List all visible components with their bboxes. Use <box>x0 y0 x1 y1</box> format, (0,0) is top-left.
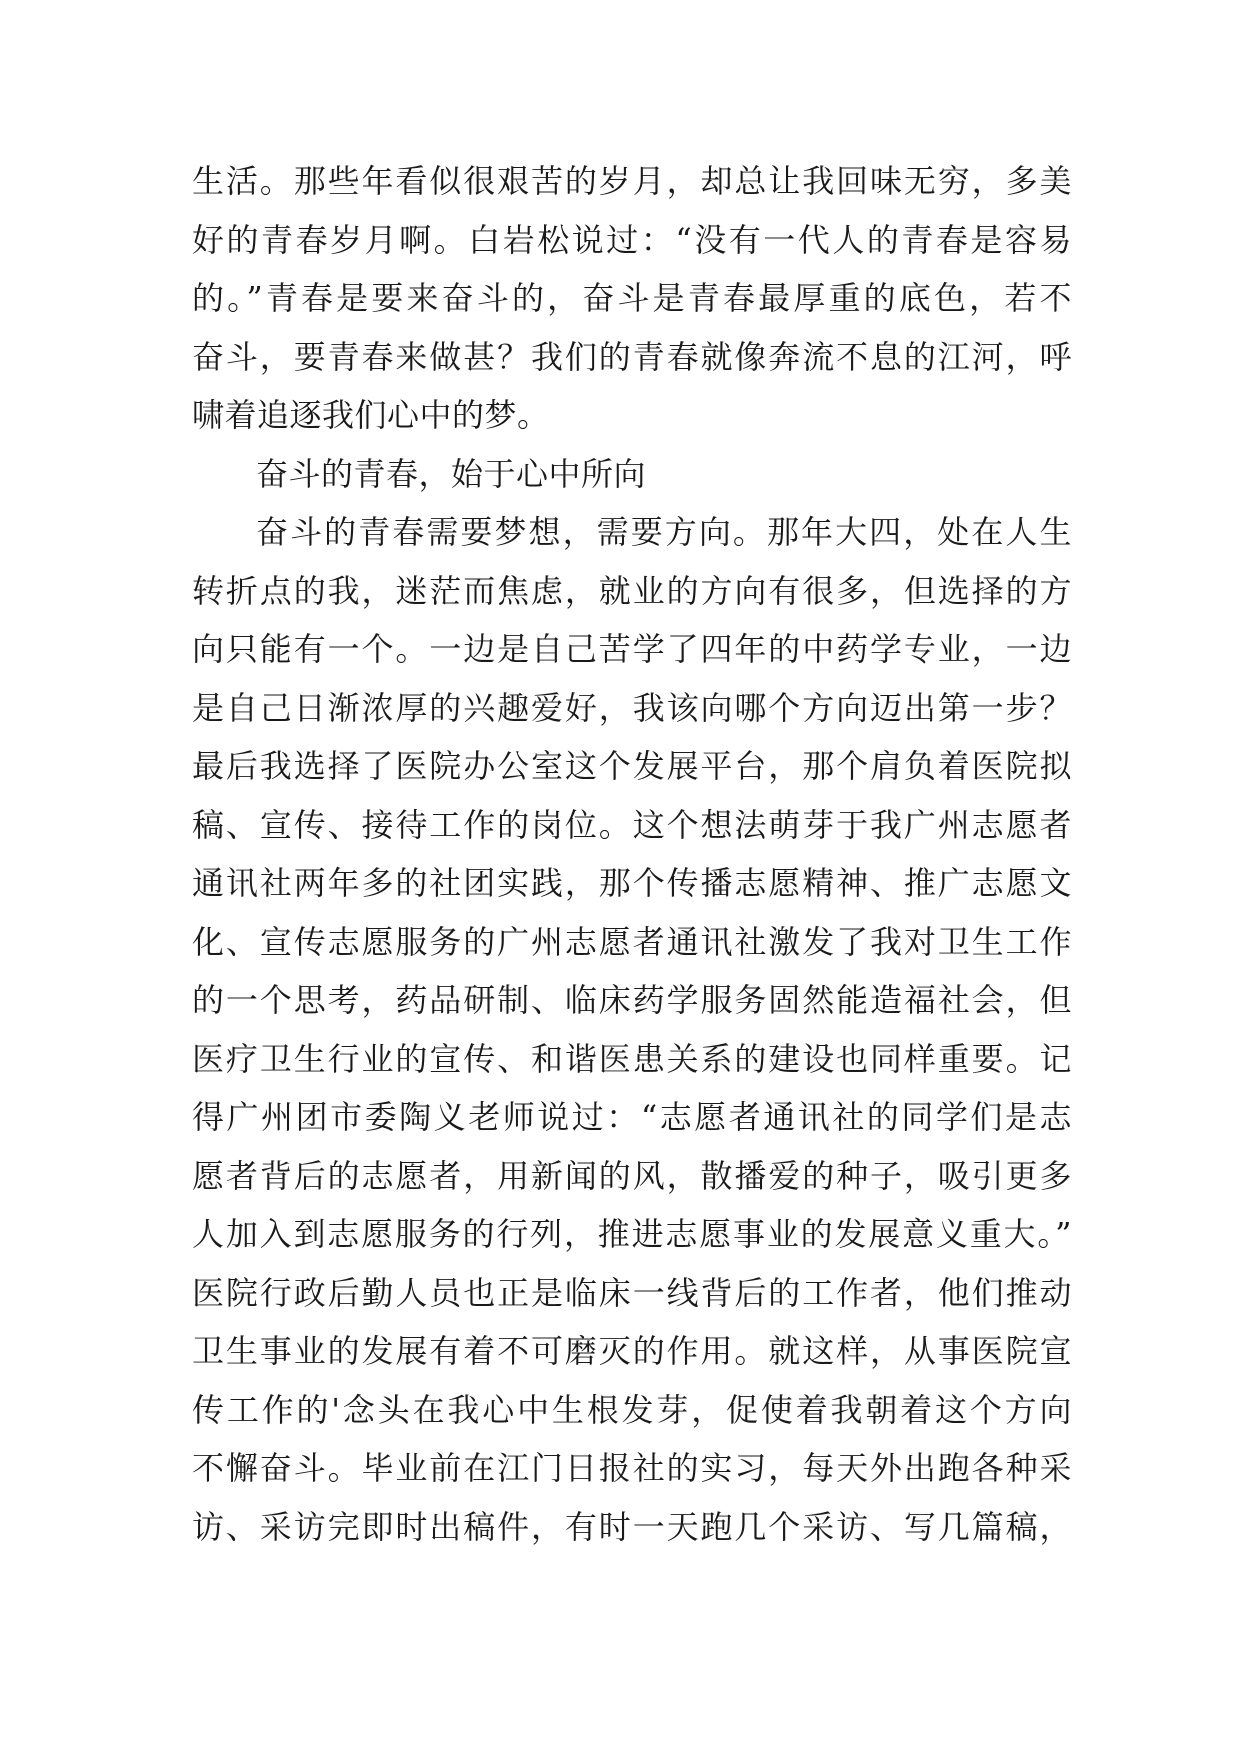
text-line: 不懈奋斗。毕业前在江门日报社的实习，每天外出跑各种采 <box>192 1449 1072 1487</box>
text-line: 稿、宣传、接待工作的岗位。这个想法萌芽于我广州志愿者 <box>192 805 1072 844</box>
text-line: 化、宣传志愿服务的广州志愿者通讯社激发了我对卫生工作 <box>192 922 1072 961</box>
body-text <box>192 152 1072 1556</box>
text-line: 好的青春岁月啊。白岩松说过：“没有一代人的青春是容易 <box>192 220 1072 259</box>
text-line: 是自己日渐浓厚的兴趣爱好，我该向哪个方向迈出第一步？ <box>192 688 1072 727</box>
text-line: 愿者背后的志愿者，用新闻的风，散播爱的种子，吸引更多 <box>192 1156 1072 1195</box>
text-line: 访、采访完即时出稿件，有时一天跑几个采访、写几篇稿， <box>192 1507 1072 1546</box>
text-line: 的一个思考，药品研制、临床药学服务固然能造福社会，但 <box>192 981 1072 1019</box>
text-line: 转折点的我，迷茫而焦虑，就业的方向有很多，但选择的方 <box>192 571 1072 610</box>
text-line: 向只能有一个。一边是自己苦学了四年的中药学专业，一边 <box>192 630 1072 668</box>
text-line: 奋斗，要青春来做甚？我们的青春就像奔流不息的江河，呼 <box>192 337 1072 376</box>
text-line: 医院行政后勤人员也正是临床一线背后的工作者，他们推动 <box>192 1273 1072 1312</box>
text-line: 的。”青春是要来奋斗的，奋斗是青春最厚重的底色，若不 <box>192 279 1072 317</box>
text-line: 最后我选择了医院办公室这个发展平台，那个肩负着医院拟 <box>192 747 1072 785</box>
text-line: 医疗卫生行业的宣传、和谐医患关系的建设也同样重要。记 <box>192 1039 1072 1078</box>
text-line: 生活。那些年看似很艰苦的岁月，却总让我回味无穷，多美 <box>192 162 1072 200</box>
text-line: 人加入到志愿服务的行列，推进志愿事业的发展意义重大。” <box>192 1215 1072 1253</box>
text-line: 传工作的'念头在我心中生根发芽，促使着我朝着这个方向 <box>192 1390 1072 1429</box>
text-line: 啸着追逐我们心中的梦。 <box>192 396 550 434</box>
text-line: 得广州团市委陶义老师说过：“志愿者通讯社的同学们是志 <box>192 1098 1072 1136</box>
section-heading: 奋斗的青春，始于心中所向 <box>256 454 647 493</box>
text-line: 奋斗的青春需要梦想，需要方向。那年大四，处在人生 <box>256 513 1072 551</box>
text-line: 通讯社两年多的社团实践，那个传播志愿精神、推广志愿文 <box>192 864 1072 902</box>
text-line: 卫生事业的发展有着不可磨灭的作用。就这样，从事医院宣 <box>192 1332 1072 1370</box>
